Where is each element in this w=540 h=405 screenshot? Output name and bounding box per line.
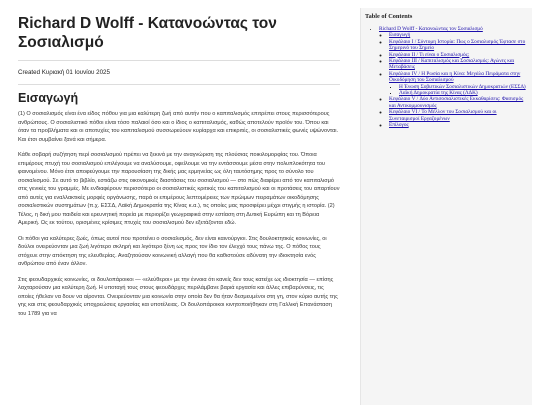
toc-link-chapter-5[interactable]: Κεφάλαιο V / Δύο Αντισοσιαλιστικές Εκκαθαρίσεις: Φασισμός και Αντικομμουνισμός — [389, 96, 524, 109]
paragraph: Στις φεουδαρχικές κοινωνίες, οι δουλοπάροικοι — «ελεύθεροι» με την έννοια ότι κανείς δεν τους κατείχε ως ιδιοκτησία — επίσης λαχταρούσαν μια καλύτερη ζωή. Η υποταγή τους στους φεουδάρχες περιλάμβανε βαριά εργασία και άλλες επιβαρύνσεις, τις οποίες ήθελαν να δουν να αίρονται. Ονειρεύονταν μια κοινωνία στην οποία δεν θα ήταν δεσμευμένοι στη γη, στον κύριο αυτής της γης και στις φεουδαρχικές υποχρεώσεις εργασίας και υποτέλειας. Οι δουλοπάροικοι κινητοποιήθηκαν στη Γαλλική Επανάσταση του 1789 για να — [18, 276, 338, 317]
toc-item — [389, 122, 528, 128]
toc-item — [389, 39, 528, 52]
toc-heading: Table of Contents — [365, 13, 413, 20]
toc-link-chapter-1[interactable]: Κεφάλαιο I / Σύντομη Ιστορία: Πως ο Σοσιαλισμός Έφτασε στο Σημερινό του Σημείο — [389, 38, 526, 52]
toc-link-introduction[interactable]: Εισαγωγή — [389, 32, 411, 39]
toc-item — [389, 96, 528, 109]
toc-link-title[interactable]: Richard D Wolff - Κατανοώντας τον Σοσιαλισμό — [379, 26, 483, 32]
table-of-contents-sidebar — [360, 8, 532, 405]
paragraph: (1) Ο σοσιαλισμός είναι ένα είδος πόθου για μια καλύτερη ζωή από αυτήν που ο καπιταλισμός επιτρέπει στους περισσότερους ανθρώπους. Ο σοσιαλιστικό πόθοι είναι τόσο παλαιοί όσο και ο ίδιος ο καπιταλισμός, καθώς αποτελούν προϊόν του. Όπου και όταν τα προβλήματα και οι αποτυχίες του καπιταλισμού συσσωρεύουν κυρίαρχα και επικριτές, οι σοσιαλιστικές φωνές υψώνονται. Και έτσι συμβαίνει ξανά και σήμερα. — [18, 111, 339, 143]
created-date: Created Κυριακή 01 Ιουνίου 2025 — [18, 69, 110, 76]
toc-item — [389, 58, 528, 71]
toc-item — [389, 71, 528, 97]
toc-link-chapter-3[interactable]: Κεφάλαιο III / Καπιταλισμός και Σοσιαλισμός: Αγώνες και Μεταβάσεις — [389, 58, 515, 71]
toc-item — [379, 26, 528, 129]
section-title: Εισαγωγή — [18, 91, 79, 105]
page-title: Richard D Wolff - Κατανοώντας τον Σοσιαλισμό — [18, 15, 277, 51]
toc-link-prc[interactable]: Λαϊκή Δημοκρατία της Κίνας (ΛΔΚ) — [399, 90, 478, 97]
toc-link-chapter-6[interactable]: Κεφάλαιο VI / Το Μέλλον του Σοσιαλισμού και οι Συνεταιρισμοί Εργαζομένων — [389, 109, 497, 122]
toc-subsublist — [389, 84, 528, 97]
paragraph: Οι πόθοι για καλύτερες ζωές, όπως αυτοί που προτείνει ο σοσιαλισμός, δεν είναι καινούργιοι. Στις δουλοκτητικές κοινωνίες, οι δούλοι ονειρεύονταν μια ζωή λιγότερο σκληρή και λιγότερο ξένη ως προς τον ίδιο τον έλεγχό τους πάνω της. Ο πόθος τους στόχευε στην απόκτηση της ελευθερίας. Αναζητούσαν κοινωνική αλλαγή που θα καθιστούσε αδύνατη την ιδιοκτησία ενός ανθρώπου από έναν άλλον. — [18, 235, 327, 267]
toc-link-epilogue[interactable]: Επίλογος — [389, 122, 409, 129]
paragraph: Κάθε σοβαρή συζήτηση περί σοσιαλισμού πρέπει να ξεκινά με την αναγνώριση της πλούσιας ποικιλομορφίας του. Όποια επιμέρους πτυχή του σοσιαλισμού επιλέγουμε να αναλύσουμε, οφείλουμε να την εντάσσουμε μέσα στην πολυπλοκότητα του φαινομένου. Μόνο έτσι αποφεύγουμε την παρουσίαση της δικής μας ερμηνείας ως όλη ταυτόσημης προς το σύνολο του σοσιαλισμού. Σε αυτό το βιβλίο, εστιάζω στις οικονομικές διαστάσεις του σοσιαλισμού — στο πώς διαφέρει από τον καπιταλισμό στις γενικές του γραμμές. Με ενδιαφέρουν περισσότερο οι σοσιαλιστικές κριτικές του καπιταλισμού και οι προτάσεις του απαρτίουν από αυτές για εναλλακτικές μορφές οργάνωσης, παρά οι επιμέρους λεπτομέρειες των πρώιμων πειραμάτων οικοδόμησης σοσιαλιστικών συστημάτων (π.χ. ΕΣΣΔ, Λαϊκή Δημοκρατία της Κίνας κ.α.), τις οποίες μας προσφέρει μέχρι στιγμής η ιστορία. (2) Τέλος, η δική μου παιδεία και ερευνητική πορεία με περιορίζει γεωγραφικά στην εστίαση στη Δυτική Ευρώπη και τη Βόρεια Αμερική. Ως εκ τούτου, ορισμένες κρίσιμες πτυχές του σοσιαλισμού δεν εξετάζονται εδώ. — [18, 152, 340, 226]
toc-link-chapter-4[interactable]: Κεφάλαιο IV / Η Ρωσία και η Κίνα: Μεγάλα Πειράματα στην Οικοδόμηση του Σοσιαλισμού — [389, 70, 521, 84]
toc-item — [389, 109, 528, 122]
toc-list — [365, 26, 528, 129]
document-content — [18, 14, 340, 325]
toc-link-ussr[interactable]: Η Ένωση Σοβιετικών Σοσιαλιστικών Δημοκρατιών (ΕΣΣΔ) — [399, 83, 526, 90]
title-divider — [18, 60, 340, 61]
toc-sublist — [379, 32, 528, 128]
toc-link-chapter-2[interactable]: Κεφάλαιο II / Τι είναι ο Σοσιαλισμός; — [389, 51, 470, 58]
created-divider — [18, 84, 340, 85]
